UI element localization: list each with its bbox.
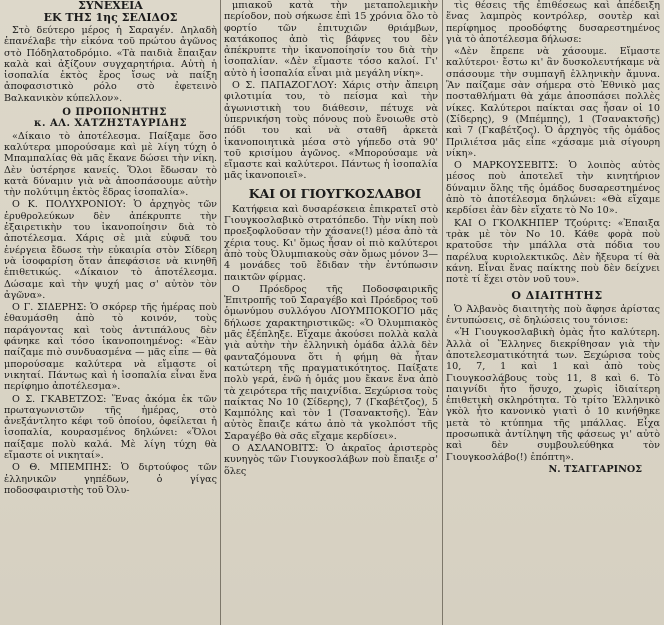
section-heading: Ο ΠΡΟΠΟΝΗΤΗΣ κ. ΑΛ. ΧΑΤΖΗΣΤΑΥΡΙΔΗΣ <box>33 107 188 130</box>
column-middle <box>224 0 438 625</box>
paragraph: Στὸ δεύτερο μέρος ἡ Σαραγέν. Δηλαδὴ ἐπανέλαβε τὴν εἰκόνα τοῦ πρώτου ἀγῶνος στὸ Πόδηλατοδρόμιο. «Τὰ παιδιὰ ἔπαιξαν καλὰ καὶ ἀξίζουν συγχαρητήρια. Αὐτὴ ἡ ἰσοπαλία ἐκτὸς ἔρος ἴσως νὰ παίξη ἀποφασιστικὸ ρόλο στὸ ἐφετεινὸ Βαλκανικὸν κύπελλον». <box>4 25 217 104</box>
column-divider <box>442 0 443 625</box>
paragraph: Ο ΑΣΛΑΝΟΒΙΤΣ: Ὁ ἀκραῖος ἀριστερὸς κυνηγὸς τῶν Γιουγκοσλάβων ποὺ ἔπαιξε σ' ὅλες <box>224 442 438 477</box>
column-right <box>446 0 660 625</box>
paragraph: Ο Κ. ΠΟΛΥΧΡΟΝΙΟΥ: Ὁ ἀρχηγὸς τῶν ἐρυθρολεύκων δὲν ἀπέκρυπτε τὴν ἐξαιρετικὴν του ἱκανοποίησιν διὰ τὸ ἀποτέλεσμα. Χάρις σὲ μιὰ εὐφυᾶ του ἐνέργεια ἔδωσε τὴν εὐκαιρία στὸν Σίδερη νὰ ἰσοφαρίση ὅταν ἀπεφάσισε νὰ κινηθῆ ἐπιθετικώς. «Δίκαιον τὸ ἀποτέλεσμα. Δώσαμε καὶ τὴν ψυχή μας σ' αὐτὸν τὸν ἀγῶνα». <box>4 199 217 301</box>
paragraph: Ο Σ. ΓΚΑΒΕΤΖΟΣ: Ἕνας ἀκόμα ἐκ τῶν πρωταγωνιστῶν τῆς ἡμέρας, στὸ ἀνεξάντλητο κέφι τοῦ ὁποίου, ὀφείλεται ἡ ἰσοπαλία, κουρασμένος δηλώνει: «Ὅλοι παίξαμε πολὺ καλά. Μὲ λίγη τύχη θὰ εἴμαστε οἱ νικηταί». <box>4 393 217 461</box>
paragraph: «Δὲν ἔπρεπε νὰ χάσουμε. Εἴμαστε καλύτεροι· ἔστω κι' ἂν δυσκολευτήκαμε νὰ σπάσουμε τὴν συμπαγῆ ἑλληνικὴν ἄμυνα. Ἂν παίζαμε σὰν σήμερα στὸ Ἐθνικὸ μας ποσταθλήματι θὰ χάμε ἀποσπάσει πολλὲς νίκες. Καλύτεροι παίκται σας ἦσαν οἱ 10 (Σίδερης), 9 (Μπέμπης), 1 (Τσανακτσῆς) καὶ 7 (Γκαβέτζος). Ὁ ἀρχηγὸς τῆς ὁμάδος Πριλιέτσα μᾶς εἶπε «χάσαμε μιὰ σίγουρη νίκη». <box>446 46 660 159</box>
column-left <box>4 0 217 625</box>
section-heading: Ο ΔΙΑΙΤΗΤΗΣ <box>511 289 603 303</box>
paragraph: τὶς θέσεις τῆς ἐπιθέσεως καὶ ἀπέδειξη ἕνας λαμπρὸς κοντρόλερ, σουτὲρ καὶ περίφημος προοδόφτης δυσαρεστημένος γιὰ τὸ ἀποτέλεσμα δήλωσε: <box>446 0 660 45</box>
paragraph: μπιακοῦ κατὰ τὴν μεταπολεμικὴν περίοδον, ποὺ σήκωσε ἐπὶ 15 χρόνια ὅλο τὸ φορτίο τῶν ἐπιτυχιῶν θριάμβων, κατάκοπος ἀπὸ τὶς βάφνες του δὲν ἀπέκρυπτε τὴν ἱκανοποίησίν του διὰ τὴν ἰσοπαλίαν. «Δὲν εἴμαστε τόσο καλοί. Γι' αὐτὸ ἡ ἰσοπαλία εἶναι μιὰ μεγάλη νίκη». <box>224 0 438 79</box>
column-divider <box>220 0 221 625</box>
paragraph: Κατήφεια καὶ δυσαρέσκεια ἐπικρατεῖ στὸ Γιουγκοσλαβικὸ στρατόπεδο. Τὴν νίκη ποὺ προεξοφλοῦσαν τὴν χάσανε(!) μέσα ἀπὸ τὰ χέρια τους. Κι' ὅμως ἦσαν οἱ πιὸ καλύτεροι ἀπὸ τοὺς Ὀλυμπιακοὺς σὰν ὅμως μόνον 3—4 μονάδες τοῦ ἔδιδαν τὴν ἐντύπωσιν παικτῶν φίρμας. <box>224 203 438 283</box>
paragraph: Ο ΜΑΡΚΟΥΣΕΒΙΤΣ: Ὁ λοιπὸς αὐτὸς μέσος ποὺ ἀποτελεῖ τὴν κινητήριον δύναμιν ὅλης τῆς ὁμάδος δυσαρεστημένος ἀπὸ τὸ ἀποτέλεσμα δηλώνει: «Θὰ εἴχαμε κερδίσει ἐὰν δὲν εἴχατε τὸ Νο 10». <box>446 160 660 217</box>
section-heading: ΚΑΙ ΟΙ ΓΙΟΥΓΚΟΣΛΑΒΟΙ <box>248 185 422 201</box>
paragraph: Ο Σ. ΠΑΠΑΖΟΓΛΟΥ: Χάρις στὴν ἄπειρη φιλοτιμία του, τὸ πείσμα καὶ τὴν ἀγωνιστικὴ του διάθεσιν, πέτυχε νὰ ὑπερνικήση τοὺς πόνους ποὺ ἔνοιωθε στὸ πόδι του καὶ νὰ σταθῆ ἀρκετὰ ἱκανοποιητικὰ μέσα στὸ γήπεδο στὰ 90' τοῦ κρισίμου ἀγῶνος. «Μπορούσαμε νὰ εἴμαστε καὶ καλύτεροι. Πάντως ἡ ἰσοπαλία μᾶς ἱκανοποιεῖ». <box>224 80 438 182</box>
paragraph: Ο Γ. ΣΙΔΕΡΗΣ: Ὁ σκόρερ τῆς ἡμέρας ποὺ ἐθαυμάσθη ἀπὸ τὸ κοινόν, τοὺς παράγοντας καὶ τοὺς ἀντιπάλους δὲν φάνηκε καὶ τόσο ἱκανοποιημένος: «Ἐὰν παίζαμε πιὸ συνδυασμένα — μᾶς εἶπε — θὰ μπορούσαμε καλύτερα νὰ εἴμαστε οἱ νικηταί. Πάντως καὶ ἡ ἰσοπαλία εἶναι ἕνα περίφημο ἀποτέλεσμα». <box>4 302 217 393</box>
paragraph: «Ἡ Γιουγκοσλαβικὴ ὁμὰς ἦτο καλύτερη. Ἀλλὰ οἱ Ἕλληνες διεκρίθησαν γιὰ τὴν ἀποτελεσματικότητά των. Ξεχώρισα τοὺς 10, 7, 1 καὶ 1 καὶ ἀπὸ τοὺς Γιουγκοσλάβους τοὺς 11, 8 καὶ 6. Τὸ παιγνίδι ἦτο ἥσυχο, χωρὶς ἰδιαίτερη ἐπιθετικὴ σκληρότητα. Τὸ τρίτο Ἑλληνικὸ γκὸλ ἦτο κανονικὸ γιατὶ ὁ 10 κινήθηκε μετὰ τὸ κτύπημα τῆς μπάλλας. Εἶχα προσωπικὰ ἀντίληψη τῆς φάσεως γι' αὐτὸ καὶ δὲν συμβουλεύθηκα τὸν Γιουγκοσλάβο(!) ἐπόπτη». <box>446 327 660 463</box>
paragraph: ΚΑΙ Ο ΓΚΟΛΚΗΠΕΡ Τζούριτς: «Ἐπαιξα τρὰκ μὲ τὸν Νο 10. Κάθε φορὰ ποὺ κρατοῦσε τὴν μπάλλα στὰ πόδια του παρέλυα κυριολεκτικῶς. Δὲν ἤξευρα τί θὰ κάνη. Εἶναι ἕνας παίκτης ποὺ δὲν δείχνει ποτὲ τί ἔχει στὸν νοῦ του». <box>446 217 660 286</box>
paragraph: Ο Πρόεδρος τῆς Ποδοσφαιρικῆς Ἑπιτροπῆς τοῦ Σαραγέβο καὶ Πρόεδρος τοῦ ὁμωνύμου συλλόγου ΛΙΟΥΜΠΟΚΟΓΙΟ μᾶς δήλωσε χαρακτηριστικῶς: «Ὁ Ὀλυμπιακὸς μᾶς ἐξέπληξε. Εἴχαμε ἀκούσει πολλὰ καλὰ γιὰ αὐτὴν τὴν ἑλληνικὴ ὁμάδα ἀλλὰ δὲν φανταζόμουνα ὅτι ἡ φήμη θὰ ἦταν κατώτερη τῆς πραγματικότητος. Παίξατε πολὺ γερά, ἐνῶ ἡ ὁμάς μου ἔκανε ἕνα ἀπὸ τὰ χειρότερα τῆς παιχνίδια. Ξεχώρισα τοὺς παίκτας Νο 10 (Σίδερης), 7 (Γκαβέτζος), 5 Καμπόλης καὶ τὸν 1 (Τσανακτσῆς). Ἐὰν αὐτὸς ἔπαιζε κάτω ἀπὸ τὰ γκολπόστ τῆς Σαραγέβο θὰ σᾶς εἴχαμε κερδίσει». <box>224 283 438 442</box>
paragraph: «Δίκαιο τὸ ἀποτέλεσμα. Παίξαμε ὅσο καλύτερα μπορούσαμε καὶ μὲ λίγη τύχη ὁ Μπαμπαλίας θὰ μᾶς ἔκανε δώσει τὴν νίκη. Δὲν ὑστέρησε κανείς. Ὅλοι ἔδωσαν τὸ κατὰ δύναμιν γιὰ νὰ ἀποσπάσουμε αὐτὴν τὴν πολύτιμη ἐκτὸς ἕδρας ἰσοπαλία». <box>4 130 217 199</box>
author-signature: Ν. ΤΣΑΓΓΑΡΙΝΟΣ <box>548 463 642 475</box>
paragraph: Ὁ Ἀλβανὸς διαιτητὴς ποὺ ἄφησε ἀρίστας ἐντυπώσεις, σὲ δηλώσεις του τόνισε: <box>446 303 660 327</box>
continued-heading: ΣΥΝΕΧΕΙΑ ΕΚ ΤΗΣ 1ης ΣΕΛΙΔΟΣ <box>43 0 178 24</box>
paragraph: Ο Θ. ΜΠΕΜΠΗΣ: Ὁ διρτούφος τῶν ἑλληνικῶν γηπέδων, ὁ γίγας ποδοσφαιριστὴς τοῦ Ὀλυ- <box>4 462 217 496</box>
